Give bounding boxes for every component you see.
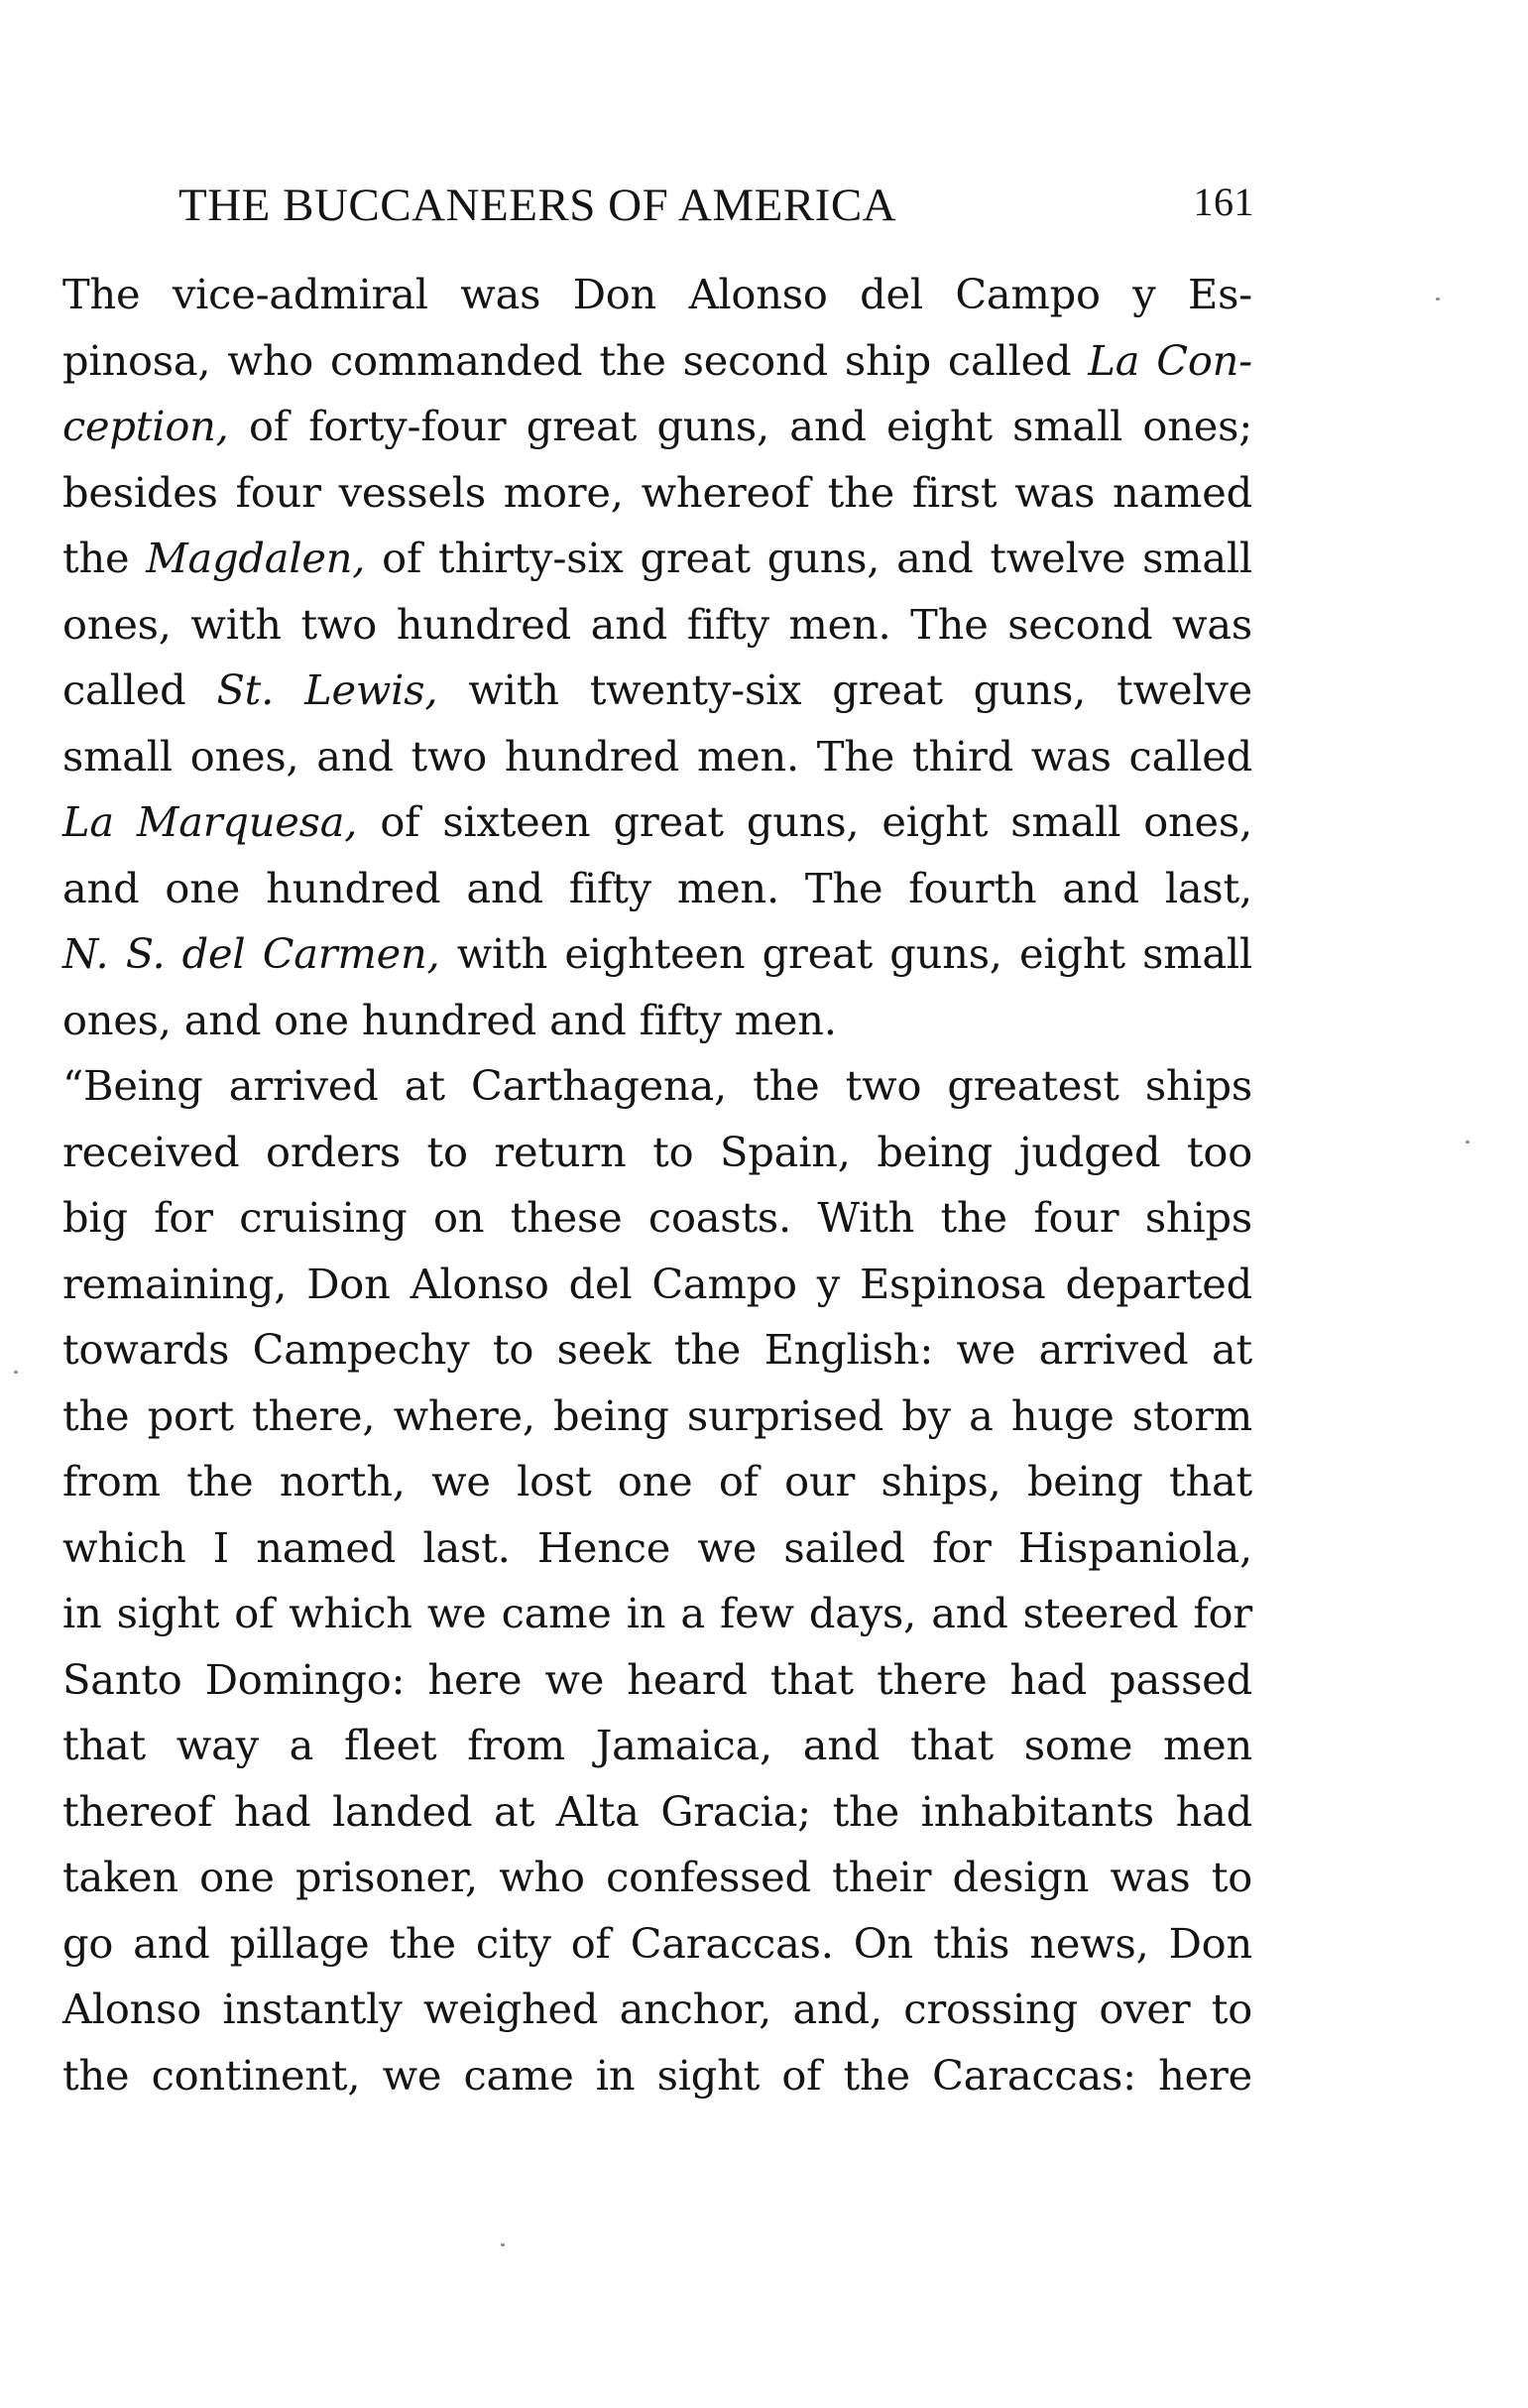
text-line — [62, 1317, 1252, 1384]
text-line — [62, 1384, 1252, 1450]
italic-text: ception, — [62, 402, 229, 450]
text-run: received orders to return to Spain, being judged too — [62, 1127, 1252, 1176]
text-run: in sight of which we came in a few days, and steered for — [62, 1589, 1252, 1637]
text-line — [62, 1647, 1252, 1714]
text-run: of forty-four great guns, and eight small ones; — [228, 402, 1252, 450]
text-run: go and pillage the city of Caraccas. On this news, Don — [62, 1918, 1252, 1968]
italic-text: Magdalen, — [146, 534, 366, 582]
text-run: and one hundred and fifty men. The fourth and last, — [62, 863, 1252, 912]
text-line — [62, 526, 1252, 592]
text-run: from the north, we lost one of our ships, being that — [62, 1457, 1252, 1505]
text-run: that way a fleet from Jamaica, and that some men — [62, 1721, 1252, 1769]
text-run: thereof had landed at Alta Gracia; the inhabitants had — [62, 1786, 1252, 1836]
paper-speck — [1436, 298, 1440, 301]
text-run: with eighteen great guns, eight small — [439, 929, 1253, 978]
text-run: called — [62, 665, 217, 714]
text-run: of sixteen great guns, eight small ones, — [357, 797, 1252, 846]
text-line — [62, 724, 1252, 790]
text-line — [62, 592, 1252, 659]
text-line — [62, 856, 1252, 922]
text-run: the port there, where, being surprised by a huge storm — [62, 1390, 1252, 1440]
text-line — [62, 658, 1252, 724]
running-head — [178, 179, 1254, 238]
text-run: with twenty-six great guns, twelve — [437, 665, 1252, 714]
text-line — [62, 1911, 1252, 1978]
text-line — [62, 1779, 1252, 1846]
text-line — [62, 262, 1252, 328]
text-line — [62, 1053, 1252, 1120]
text-line — [62, 1252, 1252, 1318]
text-line — [62, 2043, 1252, 2109]
text-run: besides four vessels more, whereof the first was named — [62, 467, 1252, 517]
text-run: “Being arrived at Carthagena, the two greatest ships — [62, 1061, 1252, 1110]
paper-speck — [1466, 1141, 1469, 1144]
text-line — [62, 1581, 1252, 1647]
text-run: the — [62, 534, 147, 582]
text-line — [62, 921, 1252, 988]
text-line — [62, 394, 1252, 460]
text-line — [62, 460, 1252, 527]
text-line — [62, 988, 1252, 1054]
text-line — [62, 1977, 1252, 2043]
running-head-title: THE BUCCANEERS OF AMERICA — [178, 180, 897, 231]
body-text — [62, 262, 1252, 2108]
italic-text: St. Lewis, — [216, 665, 438, 714]
text-line — [62, 328, 1252, 395]
text-run: ones, with two hundred and fifty men. The second was — [62, 599, 1252, 649]
text-run: of thirty-six great guns, and twelve small — [365, 534, 1253, 582]
text-line — [62, 1515, 1252, 1582]
paper-speck — [501, 2243, 505, 2246]
text-run: ones, and one hundred and fifty men. — [62, 995, 837, 1044]
text-run: The vice-admiral was Don Alonso del Campo y Es- — [62, 270, 1252, 318]
text-run: pinosa, who commanded the second ship called — [62, 335, 1089, 385]
text-run: big for cruising on these coasts. With the four ships — [62, 1193, 1252, 1242]
text-line — [62, 789, 1252, 856]
text-run: taken one prisoner, who confessed their design was to — [62, 1853, 1252, 1901]
text-run: Santo Domingo: here we heard that there had passed — [62, 1654, 1252, 1704]
paper-speck — [14, 1371, 18, 1374]
text-line — [62, 1845, 1252, 1911]
text-run: small ones, and two hundred men. The third was called — [62, 731, 1252, 781]
text-run: the continent, we came in sight of the Caraccas: here — [62, 2050, 1252, 2100]
italic-text: La Marquesa, — [62, 797, 358, 846]
text-run: remaining, Don Alonso del Campo y Espinosa departed — [62, 1259, 1252, 1308]
text-line — [62, 1449, 1252, 1515]
italic-text: N. S. del Carmen, — [62, 929, 440, 978]
text-run: Alonso instantly weighed anchor, and, crossing over to — [62, 1985, 1252, 2033]
text-line — [62, 1713, 1252, 1779]
text-line — [62, 1185, 1252, 1252]
text-run: towards Campechy to seek the English: we arrived at — [62, 1325, 1252, 1374]
text-line — [62, 1120, 1252, 1186]
italic-text: La Con- — [1088, 335, 1252, 385]
text-run: which I named last. Hence we sailed for Hispaniola, — [62, 1522, 1252, 1572]
page-number: 161 — [1193, 180, 1254, 224]
